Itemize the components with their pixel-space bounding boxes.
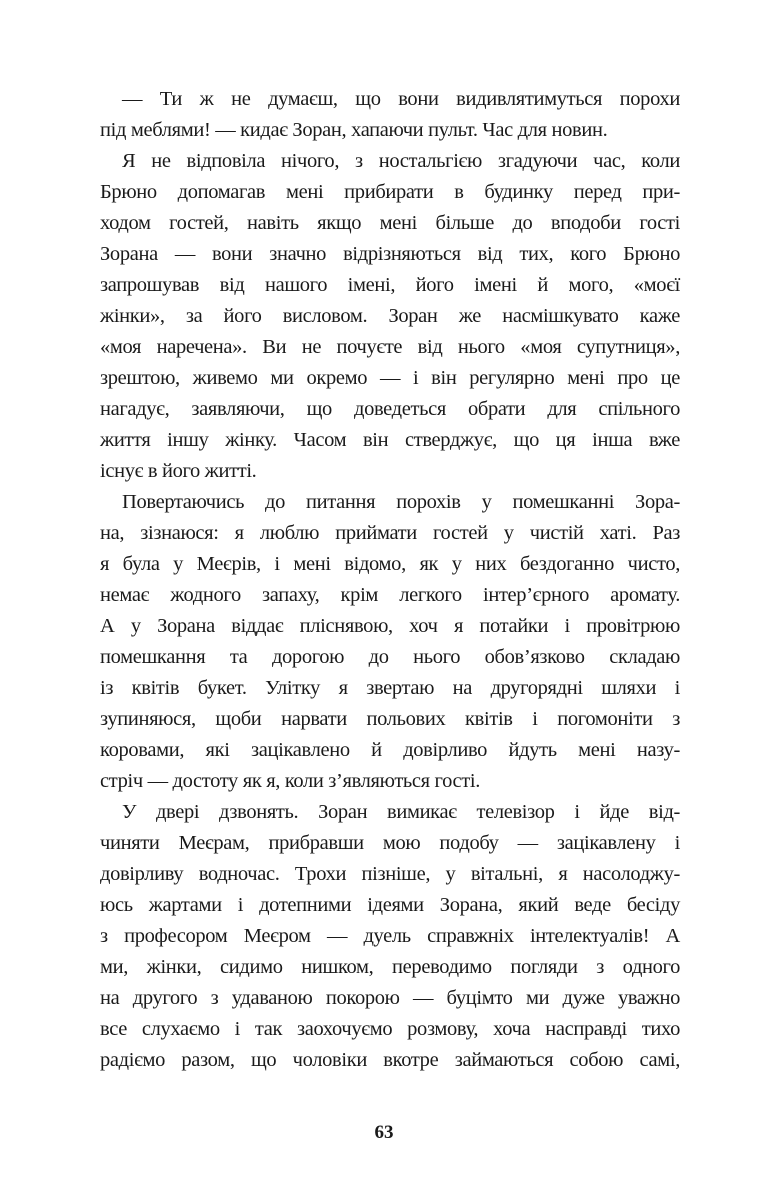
text-line: я була у Меєрів, і мені відомо, як у них бездоганно чисто,: [100, 553, 680, 575]
text-line: коровами, які зацікавлено й довірливо йдуть мені назу-: [100, 739, 680, 761]
text-line: помешкання та дорогою до нього обов’язково складаю: [100, 646, 680, 668]
text-line: під меблями! — кидає Зоран, хапаючи пульт. Час для новин.: [100, 119, 608, 141]
text-line: нагадує, заявляючи, що доведеться обрати для спільного: [100, 398, 680, 420]
paragraph: [100, 487, 680, 797]
text-line: існує в його житті.: [100, 460, 257, 482]
text-line: «моя наречена». Ви не почуєте від нього «моя супутниця»,: [100, 336, 680, 358]
text-line: на, зізнаюся: я люблю приймати гостей у чистій хаті. Раз: [100, 522, 680, 544]
text-line: із квітів букет. Улітку я звертаю на другорядні шляхи і: [100, 677, 680, 699]
page-number: 63: [374, 1122, 394, 1143]
text-line: Я не відповіла нічого, з ностальгією згадуючи час, коли: [122, 150, 680, 172]
text-line: все слухаємо і так заохочуємо розмову, хоча насправді тихо: [100, 1018, 680, 1040]
text-line: ми, жінки, сидимо нишком, переводимо погляди з одного: [100, 956, 680, 978]
text-line: довірливу водночас. Трохи пізніше, у вітальні, я насолоджу-: [100, 863, 680, 885]
text-line: з професором Меєром — дуель справжніх інтелектуалів! А: [100, 925, 680, 947]
text-line: жінки», за його висловом. Зоран же насмішкувато каже: [100, 305, 680, 327]
text-line: немає жодного запаху, крім легкого інтер’єрного аромату.: [100, 584, 680, 606]
text-line: ходом гостей, навіть якщо мені більше до вподоби гості: [100, 212, 680, 234]
text-line: життя іншу жінку. Часом він стверджує, що ця інша вже: [100, 429, 680, 451]
text-line: Брюно допомагав мені прибирати в будинку перед при-: [100, 181, 680, 203]
paragraph: [100, 84, 680, 146]
text-line: чиняти Меєрам, прибравши мою подобу — зацікавлену і: [100, 832, 680, 854]
text-line: А у Зорана віддає пліснявою, хоч я потайки і провітрюю: [100, 615, 680, 637]
text-line: зрештою, живемо ми окремо — і він регулярно мені про це: [100, 367, 680, 389]
paragraph: [100, 146, 680, 487]
text-line: радіємо разом, що чоловіки вкотре займаються собою самі,: [100, 1049, 680, 1071]
text-line: Зорана — вони значно відрізняються від тих, кого Брюно: [100, 243, 680, 265]
text-line: Повертаючись до питання порохів у помешканні Зора-: [122, 491, 680, 513]
text-line: — Ти ж не думаєш, що вони видивлятимуться порохи: [122, 88, 680, 110]
text-line: У двері дзвонять. Зоран вимикає телевізор і йде від-: [122, 801, 680, 823]
text-line: юсь жартами і дотепними ідеями Зорана, який веде бесіду: [100, 894, 680, 916]
paragraph: [100, 797, 680, 1076]
text-line: зупиняюся, щоби нарвати польових квітів і погомоніти з: [100, 708, 680, 730]
text-line: запрошував від нашого імені, його імені й мого, «моєї: [100, 274, 680, 296]
page-body: [100, 84, 680, 1076]
text-line: стріч — достоту як я, коли з’являються гості.: [100, 770, 480, 792]
text-line: на другого з удаваною покорою — буцімто ми дуже уважно: [100, 987, 680, 1009]
